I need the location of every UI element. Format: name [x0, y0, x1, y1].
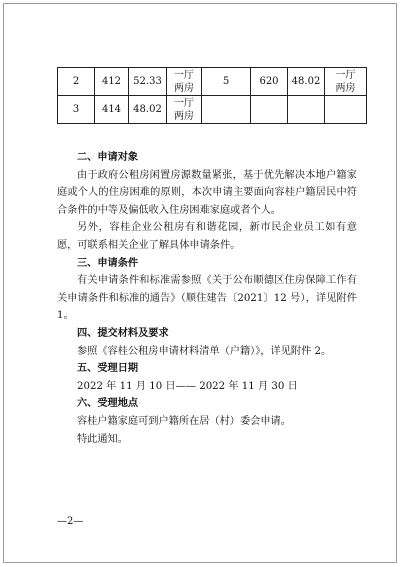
paragraph-applicants: 由于政府公租房闲置房源数量紧张，基于优先解决本地户籍家庭或个人的住房困难的原则，本次申请主要面向容桂户籍居民中符合条件的中等及偏低收入住房困难家庭或者个人。: [57, 169, 357, 216]
table-cell: [202, 96, 251, 124]
paragraph-conditions: 有关申请条件和标准需参照《关于公布顺德区住房保障工作有关申请条件和标准的通告》（顺住建告〔2021〕12 号），详见附件 1。: [57, 275, 357, 322]
housing-table: [57, 67, 367, 124]
paragraph-location: 容桂户籍家庭可到户籍所在居（村）委会申请。: [77, 415, 291, 427]
table-cell: 620: [251, 68, 288, 96]
section-heading-applicants: 二、申请对象: [77, 152, 139, 163]
table-cell: 414: [95, 96, 129, 124]
layout-line: 两房: [174, 82, 194, 94]
paragraph-dates: 2022 年 11 月 10 日—— 2022 年 11 月 30 日: [77, 380, 298, 392]
section-heading-dates: 五、受理日期: [77, 363, 139, 375]
table-cell: 52.33: [129, 68, 167, 96]
table-cell: 2: [58, 68, 95, 96]
layout-line: 一厅: [335, 69, 356, 81]
closing-text: 特此通知。: [77, 433, 128, 445]
table-cell: 3: [58, 96, 95, 124]
document-body: [57, 149, 357, 448]
section-heading-materials: 四、提交材料及要求: [77, 327, 169, 339]
table-cell: 48.02: [129, 96, 167, 124]
table-cell: [325, 96, 367, 124]
table-cell: [325, 68, 367, 96]
paragraph-enterprise-housing: 另外，容桂企业公租房有和谐花园，新市民企业员工如有意愿，可联系相关企业了解具体申请条件。: [57, 222, 357, 251]
section-heading-conditions: 三、申请条件: [77, 257, 139, 269]
page-number: —2—: [57, 516, 84, 527]
table-cell: [288, 96, 325, 124]
layout-line: 两房: [174, 110, 194, 122]
table-cell: [251, 96, 288, 124]
layout-line: 一厅: [174, 69, 194, 81]
layout-line: 两房: [335, 82, 356, 94]
layout-line: 一厅: [174, 97, 194, 109]
table-cell: 412: [95, 68, 129, 96]
table-cell: [167, 68, 202, 96]
section-heading-location: 六、受理地点: [77, 398, 139, 410]
table-cell: [167, 96, 202, 124]
table-row: [58, 96, 367, 124]
paragraph-materials: 参照《容桂公租房申请材料清单（户籍）》，详见附件 2。: [77, 345, 332, 357]
table-cell: 5: [202, 68, 251, 96]
table-row: [58, 68, 367, 96]
table-cell: 48.02: [288, 68, 325, 96]
